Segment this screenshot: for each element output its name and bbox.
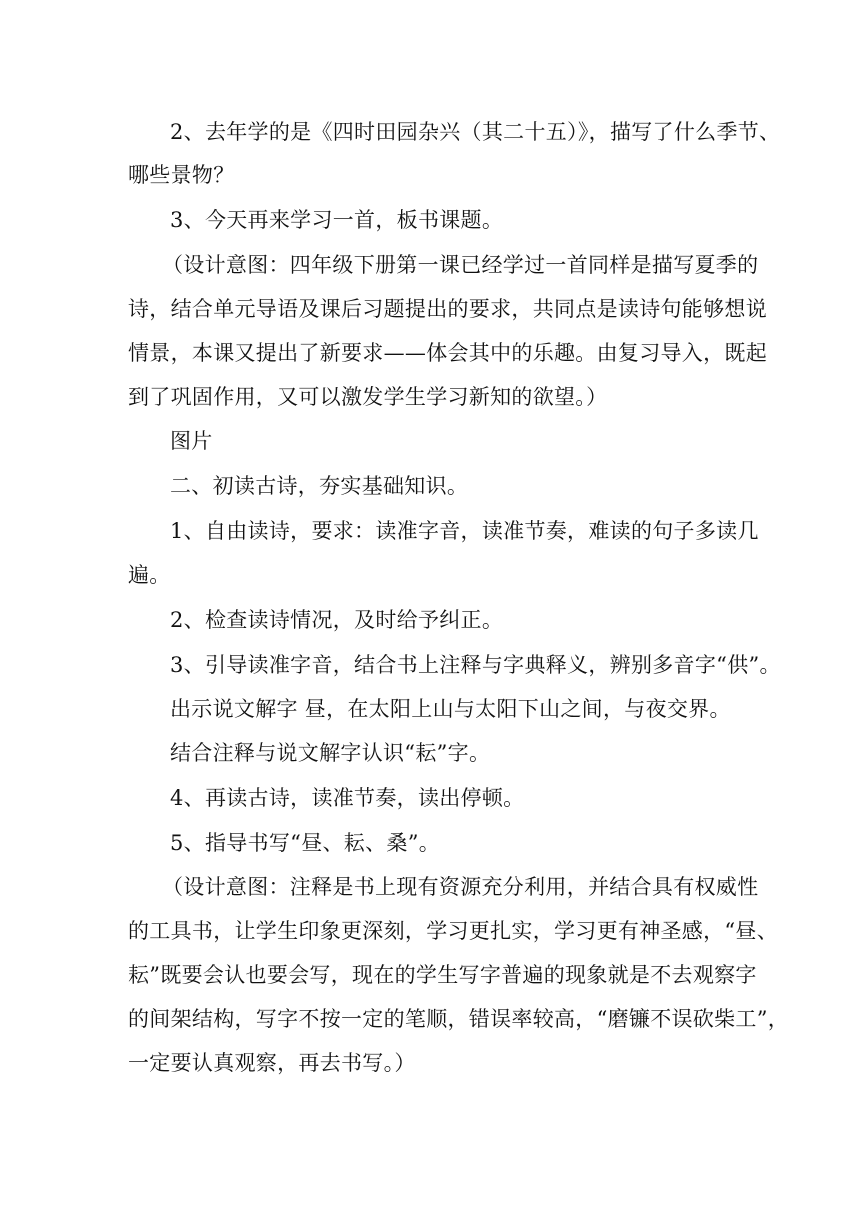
paragraph-line: （设计意图：四年级下册第一课已经学过一首同样是描写夏季的 bbox=[162, 253, 759, 277]
paragraph-line: 诗，结合单元导语及课后习题提出的要求，共同点是读诗句能够想说 bbox=[128, 297, 767, 321]
paragraph-line: 一定要认真观察，再去书写。） bbox=[128, 1051, 416, 1075]
paragraph-line: 哪些景物？ bbox=[128, 163, 235, 187]
image-placeholder-label: 图片 bbox=[170, 429, 213, 453]
paragraph-line: （设计意图：注释是书上现有资源充分利用，并结合具有权威性 bbox=[162, 875, 759, 899]
paragraph-line: 的工具书，让学生印象更深刻，学习更扎实，学习更有神圣感，“昼、 bbox=[128, 919, 779, 943]
paragraph-line: 2、检查读诗情况，及时给予纠正。 bbox=[170, 608, 504, 632]
paragraph-line: 的间架结构，写字不按一定的笔顺，错误率较高，“磨镰不误砍柴工”， bbox=[128, 1007, 790, 1031]
paragraph-line: 结合注释与说文解字认识“耘”字。 bbox=[170, 741, 491, 765]
paragraph-line: 4、再读古诗，读准节奏，读出停顿。 bbox=[170, 786, 525, 810]
paragraph-line: 3、引导读准字音，结合书上注释与字典释义，辨别多音字“供”。 bbox=[170, 653, 781, 677]
paragraph-line: 遍。 bbox=[128, 563, 171, 587]
paragraph-line: 耘”既要会认也要会写，现在的学生写字普遍的现象就是不去观察字 bbox=[128, 963, 757, 987]
paragraph-line: 情景，本课又提出了新要求——体会其中的乐趣。由复习导入，既起 bbox=[128, 341, 767, 365]
paragraph-line: 3、今天再来学习一首，板书课题。 bbox=[170, 208, 504, 232]
paragraph-line: 2、去年学的是《四时田园杂兴（其二十五）》，描写了什么季节、 bbox=[170, 120, 781, 144]
paragraph-line: 1、自由读诗，要求：读准字音，读准节奏，难读的句子多读几 bbox=[170, 519, 759, 543]
paragraph-line: 到了巩固作用，又可以激发学生学习新知的欲望。） bbox=[128, 385, 608, 409]
paragraph-line: 5、指导书写“昼、耘、桑”。 bbox=[170, 831, 441, 855]
section-heading: 二、初读古诗，夯实基础知识。 bbox=[170, 474, 469, 498]
paragraph-line: 出示说文解字 昼，在太阳上山与太阳下山之间，与夜交界。 bbox=[170, 697, 731, 721]
